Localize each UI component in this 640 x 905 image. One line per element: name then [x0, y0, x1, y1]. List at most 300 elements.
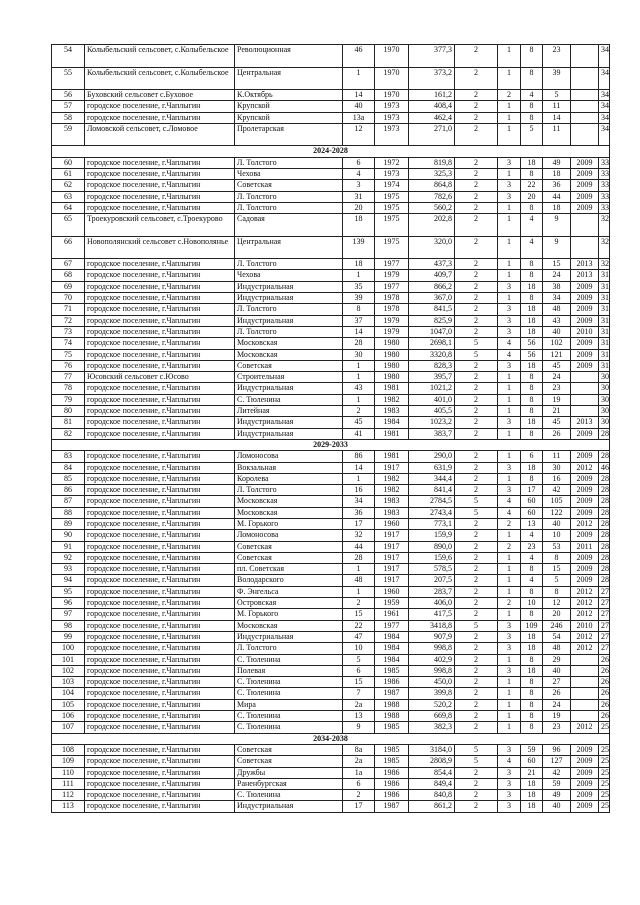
cell-repair-year: 2009: [571, 496, 599, 507]
cell-entrances: 4: [498, 349, 521, 360]
cell-build-year: 1982: [375, 485, 409, 496]
cell-row-number: 87: [52, 496, 85, 507]
cell-residents: 24: [543, 372, 571, 383]
cell-settlement: городское поселение, г.Чаплыгин: [85, 598, 235, 609]
cell-wear: 28: [599, 451, 610, 462]
section-header: [52, 146, 610, 157]
cell-build-year: 1983: [375, 406, 409, 417]
housing-table: [51, 44, 610, 813]
cell-repair-year: [571, 699, 599, 710]
cell-repair-year: 2012: [571, 609, 599, 620]
cell-build-year: 1960: [375, 586, 409, 597]
cell-house-number: 6: [343, 157, 375, 168]
cell-apartments: 4: [521, 90, 543, 101]
cell-build-year: 1982: [375, 394, 409, 405]
cell-street: Крупской: [235, 112, 343, 123]
cell-floors: 2: [455, 281, 498, 292]
cell-street: Королева: [235, 473, 343, 484]
cell-street: Л. Толстого: [235, 259, 343, 270]
cell-wear: 25: [599, 778, 610, 789]
cell-build-year: 1980: [375, 338, 409, 349]
table-row: [52, 496, 610, 507]
cell-entrances: 3: [498, 417, 521, 428]
cell-row-number: 99: [52, 631, 85, 642]
cell-row-number: 81: [52, 417, 85, 428]
cell-area: 520,2: [409, 699, 455, 710]
cell-house-number: 43: [343, 383, 375, 394]
cell-floors: 2: [455, 428, 498, 439]
cell-row-number: 76: [52, 360, 85, 371]
cell-street: Ломоносова: [235, 451, 343, 462]
cell-build-year: 1978: [375, 304, 409, 315]
cell-floors: 2: [455, 180, 498, 191]
cell-area: 399,8: [409, 688, 455, 699]
cell-floors: 2: [455, 677, 498, 688]
table-row: [52, 281, 610, 292]
cell-area: 841,5: [409, 304, 455, 315]
cell-wear: 31: [599, 281, 610, 292]
cell-entrances: 1: [498, 473, 521, 484]
cell-street: Советская: [235, 360, 343, 371]
cell-entrances: 2: [498, 519, 521, 530]
cell-wear: 28: [599, 496, 610, 507]
cell-residents: 18: [543, 202, 571, 213]
cell-floors: 2: [455, 168, 498, 179]
cell-residents: 11: [543, 101, 571, 112]
cell-repair-year: 2009: [571, 157, 599, 168]
cell-floors: 2: [455, 564, 498, 575]
cell-row-number: 82: [52, 428, 85, 439]
cell-street: Мира: [235, 699, 343, 710]
cell-street: Индустриальная: [235, 293, 343, 304]
cell-wear: 28: [599, 530, 610, 541]
cell-repair-year: 2009: [571, 778, 599, 789]
cell-area: 841,4: [409, 485, 455, 496]
cell-apartments: 8: [521, 67, 543, 90]
cell-repair-year: 2009: [571, 451, 599, 462]
cell-apartments: 8: [521, 406, 543, 417]
cell-wear: 31: [599, 338, 610, 349]
cell-apartments: 18: [521, 304, 543, 315]
cell-entrances: 3: [498, 631, 521, 642]
cell-row-number: 65: [52, 214, 85, 237]
cell-floors: 2: [455, 598, 498, 609]
cell-settlement: городское поселение, г.Чаплыгин: [85, 202, 235, 213]
cell-residents: 29: [543, 654, 571, 665]
cell-wear: 25: [599, 722, 610, 733]
cell-floors: 2: [455, 801, 498, 812]
cell-floors: 2: [455, 326, 498, 337]
cell-row-number: 105: [52, 699, 85, 710]
cell-row-number: 108: [52, 744, 85, 755]
cell-house-number: 46: [343, 45, 375, 68]
cell-row-number: 79: [52, 394, 85, 405]
cell-repair-year: 2009: [571, 473, 599, 484]
cell-street: Индустриальная: [235, 417, 343, 428]
cell-apartments: 23: [521, 541, 543, 552]
cell-row-number: 89: [52, 519, 85, 530]
cell-house-number: 40: [343, 101, 375, 112]
cell-floors: 2: [455, 123, 498, 146]
cell-residents: 246: [543, 620, 571, 631]
cell-row-number: 57: [52, 101, 85, 112]
cell-entrances: 1: [498, 677, 521, 688]
cell-apartments: 4: [521, 236, 543, 259]
cell-row-number: 106: [52, 711, 85, 722]
cell-street: Центральная: [235, 236, 343, 259]
cell-build-year: 1979: [375, 315, 409, 326]
cell-settlement: городское поселение, г.Чаплыгин: [85, 281, 235, 292]
cell-build-year: 1973: [375, 168, 409, 179]
cell-street: Индустриальная: [235, 428, 343, 439]
cell-settlement: городское поселение, г.Чаплыгин: [85, 349, 235, 360]
cell-repair-year: 2009: [571, 360, 599, 371]
cell-entrances: 1: [498, 699, 521, 710]
cell-settlement: городское поселение, г.Чаплыгин: [85, 677, 235, 688]
cell-repair-year: 2009: [571, 349, 599, 360]
cell-row-number: 63: [52, 191, 85, 202]
cell-house-number: 13: [343, 711, 375, 722]
cell-build-year: 1975: [375, 191, 409, 202]
cell-wear: 26: [599, 677, 610, 688]
cell-apartments: 59: [521, 744, 543, 755]
cell-entrances: 4: [498, 338, 521, 349]
cell-street: Центральная: [235, 67, 343, 90]
cell-house-number: 1: [343, 586, 375, 597]
cell-apartments: 18: [521, 643, 543, 654]
cell-entrances: 3: [498, 790, 521, 801]
cell-wear: 27: [599, 643, 610, 654]
document-page: [51, 44, 609, 813]
cell-build-year: 1975: [375, 202, 409, 213]
cell-street: Л. Толстого: [235, 157, 343, 168]
cell-street: Пролетарская: [235, 123, 343, 146]
cell-street: С. Тюленина: [235, 677, 343, 688]
cell-house-number: 2а: [343, 756, 375, 767]
cell-settlement: городское поселение, г.Чаплыгин: [85, 643, 235, 654]
cell-street: Советская: [235, 552, 343, 563]
cell-build-year: 1975: [375, 236, 409, 259]
cell-floors: 2: [455, 609, 498, 620]
cell-apartments: 5: [521, 123, 543, 146]
cell-residents: 59: [543, 778, 571, 789]
table-row: [52, 778, 610, 789]
section-period: 2024-2028: [52, 146, 610, 157]
cell-wear: 46: [599, 462, 610, 473]
cell-residents: 5: [543, 90, 571, 101]
cell-settlement: Колыбельский сельсовет, с.Колыбельское: [85, 45, 235, 68]
cell-settlement: городское поселение, г.Чаплыгин: [85, 406, 235, 417]
cell-area: 325,3: [409, 168, 455, 179]
cell-area: 417,5: [409, 609, 455, 620]
cell-apartments: 4: [521, 575, 543, 586]
cell-house-number: 14: [343, 326, 375, 337]
cell-wear: 31: [599, 360, 610, 371]
cell-row-number: 54: [52, 45, 85, 68]
cell-apartments: 56: [521, 338, 543, 349]
cell-house-number: 39: [343, 293, 375, 304]
cell-entrances: 3: [498, 180, 521, 191]
table-row: [52, 394, 610, 405]
cell-wear: 31: [599, 326, 610, 337]
table-row: [52, 473, 610, 484]
cell-apartments: 8: [521, 677, 543, 688]
cell-settlement: городское поселение, г.Чаплыгин: [85, 801, 235, 812]
table-row: [52, 462, 610, 473]
cell-residents: 5: [543, 575, 571, 586]
cell-floors: 2: [455, 45, 498, 68]
cell-wear: 28: [599, 485, 610, 496]
cell-row-number: 86: [52, 485, 85, 496]
table-row: [52, 530, 610, 541]
cell-house-number: 12: [343, 123, 375, 146]
cell-settlement: городское поселение, г.Чаплыгин: [85, 711, 235, 722]
table-row: [52, 507, 610, 518]
table-row: [52, 677, 610, 688]
cell-row-number: 101: [52, 654, 85, 665]
cell-house-number: 13а: [343, 112, 375, 123]
cell-wear: 34: [599, 90, 610, 101]
cell-floors: 2: [455, 530, 498, 541]
cell-repair-year: [571, 45, 599, 68]
cell-apartments: 18: [521, 462, 543, 473]
cell-house-number: 30: [343, 349, 375, 360]
cell-row-number: 78: [52, 383, 85, 394]
cell-residents: 8: [543, 552, 571, 563]
cell-street: Раненбургская: [235, 778, 343, 789]
cell-apartments: 8: [521, 293, 543, 304]
cell-area: 828,3: [409, 360, 455, 371]
cell-area: 3184,0: [409, 744, 455, 755]
cell-residents: 14: [543, 112, 571, 123]
table-row: [52, 767, 610, 778]
cell-residents: 54: [543, 631, 571, 642]
cell-repair-year: 2011: [571, 541, 599, 552]
cell-street: Революционная: [235, 45, 343, 68]
table-row: [52, 101, 610, 112]
cell-build-year: 1979: [375, 270, 409, 281]
cell-floors: 2: [455, 688, 498, 699]
cell-area: 578,5: [409, 564, 455, 575]
table-row: [52, 598, 610, 609]
cell-row-number: 85: [52, 473, 85, 484]
cell-house-number: 10: [343, 643, 375, 654]
cell-build-year: 1959: [375, 598, 409, 609]
cell-area: 1047,0: [409, 326, 455, 337]
table-body: [52, 45, 610, 813]
cell-residents: 26: [543, 428, 571, 439]
cell-apartments: 10: [521, 598, 543, 609]
cell-floors: 5: [455, 349, 498, 360]
cell-entrances: 1: [498, 112, 521, 123]
cell-wear: 26: [599, 711, 610, 722]
cell-residents: 53: [543, 541, 571, 552]
table-row: [52, 711, 610, 722]
cell-repair-year: 2009: [571, 756, 599, 767]
cell-area: 669,8: [409, 711, 455, 722]
cell-build-year: 1917: [375, 541, 409, 552]
cell-row-number: 71: [52, 304, 85, 315]
cell-apartments: 8: [521, 654, 543, 665]
cell-entrances: 3: [498, 326, 521, 337]
table-row: [52, 620, 610, 631]
cell-entrances: 4: [498, 756, 521, 767]
cell-floors: 2: [455, 711, 498, 722]
cell-wear: 28: [599, 519, 610, 530]
cell-build-year: 1986: [375, 677, 409, 688]
cell-house-number: 34: [343, 496, 375, 507]
cell-settlement: городское поселение, г.Чаплыгин: [85, 530, 235, 541]
cell-floors: 2: [455, 485, 498, 496]
cell-build-year: 1972: [375, 157, 409, 168]
cell-area: 998,8: [409, 665, 455, 676]
cell-street: М. Горького: [235, 519, 343, 530]
cell-repair-year: 2012: [571, 462, 599, 473]
cell-row-number: 94: [52, 575, 85, 586]
cell-area: 367,0: [409, 293, 455, 304]
cell-wear: 27: [599, 609, 610, 620]
cell-area: 773,1: [409, 519, 455, 530]
cell-row-number: 110: [52, 767, 85, 778]
cell-build-year: 1981: [375, 451, 409, 462]
cell-build-year: 1981: [375, 383, 409, 394]
cell-apartments: 18: [521, 665, 543, 676]
cell-row-number: 96: [52, 598, 85, 609]
cell-build-year: 1970: [375, 90, 409, 101]
cell-residents: 15: [543, 564, 571, 575]
cell-floors: 2: [455, 214, 498, 237]
cell-build-year: 1917: [375, 564, 409, 575]
cell-build-year: 1970: [375, 45, 409, 68]
cell-street: С. Тюленина: [235, 654, 343, 665]
cell-house-number: 15: [343, 609, 375, 620]
cell-floors: 2: [455, 383, 498, 394]
cell-residents: 20: [543, 609, 571, 620]
cell-entrances: 1: [498, 259, 521, 270]
cell-repair-year: 2009: [571, 304, 599, 315]
cell-residents: 23: [543, 722, 571, 733]
cell-wear: 26: [599, 699, 610, 710]
cell-entrances: 1: [498, 293, 521, 304]
cell-wear: 31: [599, 349, 610, 360]
cell-build-year: 1986: [375, 767, 409, 778]
cell-wear: 30: [599, 383, 610, 394]
cell-repair-year: 2009: [571, 790, 599, 801]
cell-wear: 30: [599, 394, 610, 405]
cell-repair-year: 2009: [571, 168, 599, 179]
cell-build-year: 1980: [375, 360, 409, 371]
cell-entrances: 3: [498, 744, 521, 755]
cell-build-year: 1970: [375, 67, 409, 90]
cell-street: С. Тюленина: [235, 688, 343, 699]
cell-row-number: 111: [52, 778, 85, 789]
cell-settlement: городское поселение, г.Чаплыгин: [85, 665, 235, 676]
cell-residents: 23: [543, 383, 571, 394]
cell-entrances: 1: [498, 394, 521, 405]
cell-wear: 28: [599, 552, 610, 563]
cell-apartments: 8: [521, 586, 543, 597]
cell-build-year: 1977: [375, 620, 409, 631]
cell-row-number: 109: [52, 756, 85, 767]
cell-apartments: 8: [521, 45, 543, 68]
cell-repair-year: 2012: [571, 598, 599, 609]
cell-entrances: 1: [498, 123, 521, 146]
table-row: [52, 202, 610, 213]
table-row: [52, 270, 610, 281]
cell-street: Л. Толстого: [235, 485, 343, 496]
cell-settlement: городское поселение, г.Чаплыгин: [85, 168, 235, 179]
cell-residents: 42: [543, 767, 571, 778]
table-row: [52, 722, 610, 733]
cell-build-year: 1917: [375, 552, 409, 563]
cell-settlement: городское поселение, г.Чаплыгин: [85, 270, 235, 281]
cell-floors: 5: [455, 507, 498, 518]
cell-floors: 2: [455, 90, 498, 101]
cell-row-number: 90: [52, 530, 85, 541]
table-row: [52, 801, 610, 812]
cell-floors: 2: [455, 541, 498, 552]
cell-street: С. Тюленина: [235, 394, 343, 405]
cell-residents: 40: [543, 665, 571, 676]
cell-street: Индустриальная: [235, 801, 343, 812]
cell-build-year: 1973: [375, 123, 409, 146]
cell-area: 207,5: [409, 575, 455, 586]
cell-floors: 5: [455, 496, 498, 507]
cell-street: Чехова: [235, 168, 343, 179]
cell-wear: 31: [599, 315, 610, 326]
cell-settlement: городское поселение, г.Чаплыгин: [85, 473, 235, 484]
cell-floors: 2: [455, 112, 498, 123]
cell-apartments: 4: [521, 552, 543, 563]
cell-street: Индустриальная: [235, 315, 343, 326]
cell-repair-year: [571, 677, 599, 688]
cell-floors: 2: [455, 665, 498, 676]
cell-street: С. Тюленина: [235, 722, 343, 733]
cell-row-number: 56: [52, 90, 85, 101]
cell-repair-year: [571, 90, 599, 101]
cell-residents: 8: [543, 586, 571, 597]
cell-house-number: 41: [343, 428, 375, 439]
cell-build-year: 1982: [375, 473, 409, 484]
cell-entrances: 1: [498, 67, 521, 90]
cell-entrances: 2: [498, 541, 521, 552]
cell-area: 819,8: [409, 157, 455, 168]
cell-wear: 27: [599, 620, 610, 631]
cell-residents: 24: [543, 699, 571, 710]
cell-repair-year: 2009: [571, 281, 599, 292]
cell-row-number: 84: [52, 462, 85, 473]
cell-house-number: 2а: [343, 699, 375, 710]
cell-house-number: 1: [343, 270, 375, 281]
cell-build-year: 1988: [375, 699, 409, 710]
cell-settlement: городское поселение, г.Чаплыгин: [85, 519, 235, 530]
cell-house-number: 28: [343, 338, 375, 349]
cell-settlement: городское поселение, г.Чаплыгин: [85, 620, 235, 631]
cell-house-number: 17: [343, 519, 375, 530]
cell-apartments: 18: [521, 631, 543, 642]
cell-entrances: 4: [498, 507, 521, 518]
cell-wear: 27: [599, 631, 610, 642]
table-row: [52, 586, 610, 597]
cell-floors: 2: [455, 372, 498, 383]
cell-area: 2698,1: [409, 338, 455, 349]
cell-entrances: 1: [498, 406, 521, 417]
cell-entrances: 3: [498, 281, 521, 292]
cell-area: 202,8: [409, 214, 455, 237]
cell-apartments: 8: [521, 711, 543, 722]
cell-residents: 23: [543, 45, 571, 68]
cell-repair-year: 2009: [571, 564, 599, 575]
